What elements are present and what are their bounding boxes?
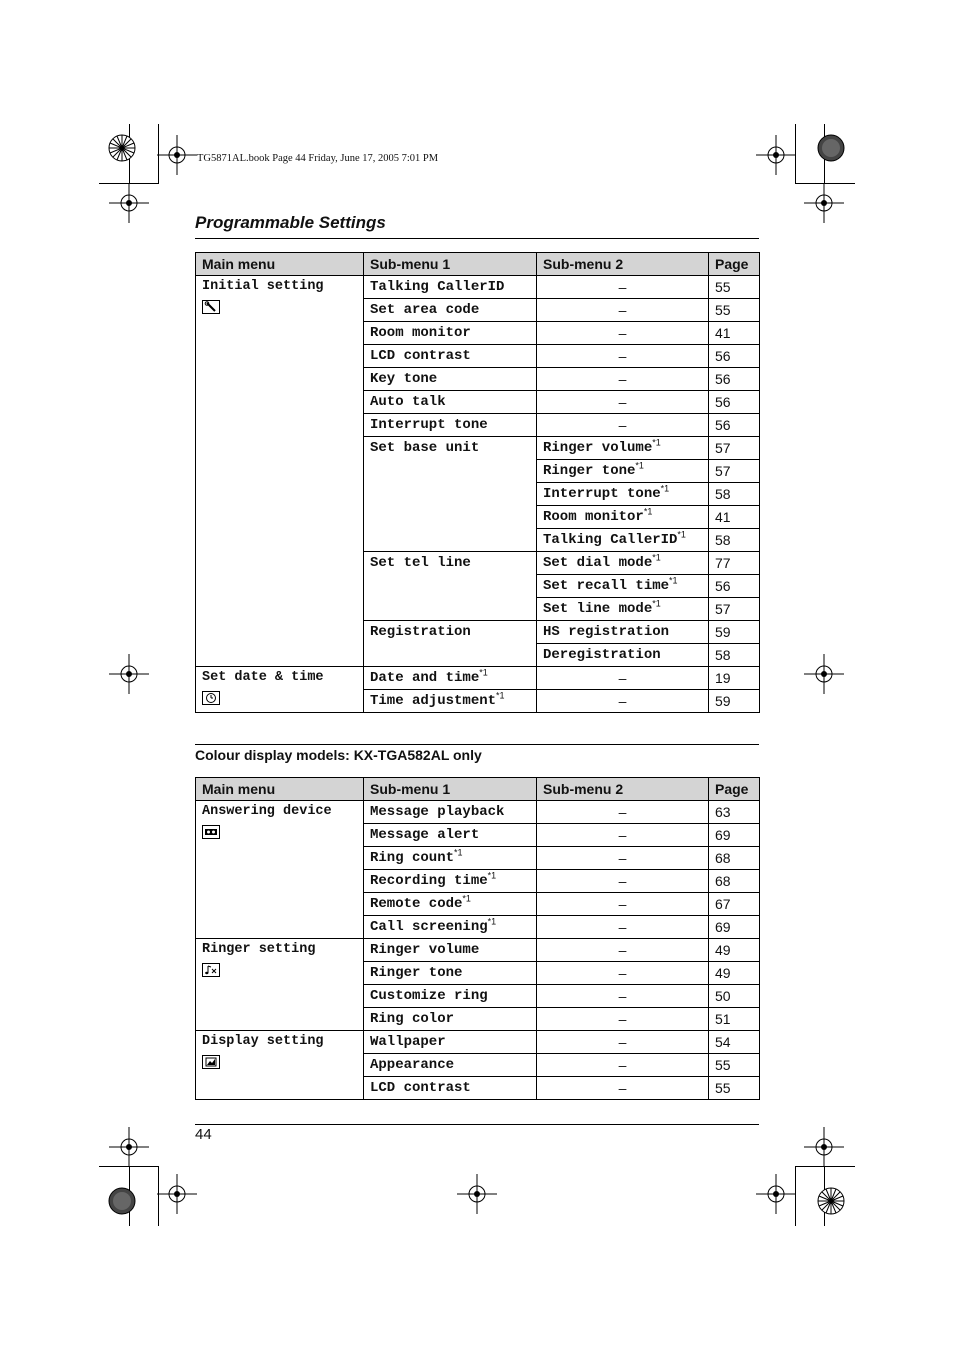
page-cell: 49 bbox=[709, 962, 760, 985]
page-cell: 59 bbox=[709, 621, 760, 644]
crosshair-mark-icon bbox=[756, 1174, 796, 1214]
header-main-menu: Main menu bbox=[196, 778, 364, 801]
wrench-icon bbox=[202, 300, 220, 314]
main-menu-cell bbox=[196, 801, 364, 939]
sub-menu-2-cell: – bbox=[537, 322, 709, 345]
sub-menu-1-cell: Interrupt tone bbox=[364, 414, 537, 437]
page-cell: 58 bbox=[709, 483, 760, 506]
crosshair-mark-icon bbox=[109, 183, 149, 223]
crosshair-mark-icon bbox=[457, 1174, 497, 1214]
sub-menu-1-cell: Appearance bbox=[364, 1054, 537, 1077]
page-cell: 41 bbox=[709, 506, 760, 529]
main-menu-cell bbox=[196, 939, 364, 1031]
sub-menu-2-cell: – bbox=[537, 368, 709, 391]
sub-menu-2-cell bbox=[537, 598, 709, 621]
page-cell: 58 bbox=[709, 529, 760, 552]
sub-menu-2-cell: – bbox=[537, 276, 709, 299]
page-cell: 51 bbox=[709, 1008, 760, 1031]
sub-menu-1-cell: Wallpaper bbox=[364, 1031, 537, 1054]
sub-menu-2-cell: – bbox=[537, 1077, 709, 1100]
page-cell: 58 bbox=[709, 644, 760, 667]
sub-menu-2-cell: – bbox=[537, 667, 709, 690]
sub-menu-2-label: Ringer volume bbox=[543, 440, 653, 456]
page-cell: 68 bbox=[709, 847, 760, 870]
sub-menu-2-cell bbox=[537, 460, 709, 483]
page-cell: 67 bbox=[709, 893, 760, 916]
sub-menu-2-label: Ringer tone bbox=[543, 463, 636, 479]
footnote-mark: *1 bbox=[652, 437, 661, 448]
sub-menu-2-cell: – bbox=[537, 985, 709, 1008]
table-row bbox=[196, 939, 760, 962]
page-cell: 57 bbox=[709, 598, 760, 621]
sub-menu-2-cell: – bbox=[537, 824, 709, 847]
sub-menu-1-cell bbox=[364, 870, 537, 893]
main-menu-label: Set date & time bbox=[202, 670, 324, 685]
sub-menu-1-cell bbox=[364, 690, 537, 713]
sub-menu-2-label: Talking CallerID bbox=[543, 532, 678, 548]
footnote-mark: *1 bbox=[462, 893, 471, 904]
sub-menu-2-label: Room monitor bbox=[543, 509, 644, 525]
sub-menu-2-label: Set dial mode bbox=[543, 555, 653, 571]
page-cell: 77 bbox=[709, 552, 760, 575]
header-sub-menu-2: Sub-menu 2 bbox=[537, 253, 709, 276]
crosshair-mark-icon bbox=[157, 135, 197, 175]
footnote-mark: *1 bbox=[487, 870, 497, 881]
sub-menu-2-label: Interrupt tone bbox=[543, 486, 661, 502]
sub-menu-1-label: Time adjustment bbox=[370, 693, 497, 709]
sub-menu-1-cell: LCD contrast bbox=[364, 1077, 537, 1100]
main-menu-label: Answering device bbox=[202, 804, 332, 819]
tape-icon bbox=[202, 825, 220, 839]
sub-menu-2-label: Set line mode bbox=[543, 601, 653, 617]
section-divider bbox=[195, 744, 759, 745]
sub-menu-1-cell: Set area code bbox=[364, 299, 537, 322]
table-row bbox=[196, 1031, 760, 1054]
settings-table-2 bbox=[195, 777, 760, 1100]
crosshair-mark-icon bbox=[804, 1127, 844, 1167]
sub-menu-2-cell: – bbox=[537, 939, 709, 962]
page-cell: 69 bbox=[709, 824, 760, 847]
crosshair-mark-icon bbox=[157, 1174, 197, 1214]
sub-menu-2-cell: – bbox=[537, 299, 709, 322]
header-main-menu: Main menu bbox=[196, 253, 364, 276]
page-cell: 41 bbox=[709, 322, 760, 345]
sub-menu-1-cell: Message alert bbox=[364, 824, 537, 847]
sub-menu-2-cell: – bbox=[537, 893, 709, 916]
crosshair-mark-icon bbox=[109, 1127, 149, 1167]
table-row bbox=[196, 667, 760, 690]
crosshair-mark-icon bbox=[804, 183, 844, 223]
sub-menu-2-cell: – bbox=[537, 916, 709, 939]
sub-menu-1-cell: Talking CallerID bbox=[364, 276, 537, 299]
sub-menu-2-label: Set recall time bbox=[543, 578, 670, 594]
sub-menu-2-cell: – bbox=[537, 1054, 709, 1077]
table-row bbox=[196, 276, 760, 299]
sub-menu-1-cell: Message playback bbox=[364, 801, 537, 824]
main-menu-cell bbox=[196, 667, 364, 713]
table-header-row bbox=[196, 778, 760, 801]
sub-menu-2-cell: – bbox=[537, 962, 709, 985]
page-cell: 63 bbox=[709, 801, 760, 824]
footnote-mark: *1 bbox=[643, 506, 653, 517]
table-header-row bbox=[196, 253, 760, 276]
footnote-mark: *1 bbox=[669, 575, 678, 586]
registration-sunburst-icon bbox=[108, 134, 136, 162]
footnote-mark: *1 bbox=[652, 598, 661, 609]
footnote-mark: *1 bbox=[635, 460, 644, 471]
footnote-mark: *1 bbox=[652, 552, 661, 563]
footnote-mark: *1 bbox=[479, 667, 488, 678]
page-cell: 49 bbox=[709, 939, 760, 962]
sub-menu-2-cell: – bbox=[537, 870, 709, 893]
page-cell: 57 bbox=[709, 460, 760, 483]
main-menu-label: Initial setting bbox=[202, 279, 324, 294]
footnote-mark: *1 bbox=[496, 690, 505, 701]
main-menu-cell bbox=[196, 1031, 364, 1100]
page-cell: 56 bbox=[709, 414, 760, 437]
sub-menu-2-cell: – bbox=[537, 690, 709, 713]
registration-dot-icon bbox=[817, 134, 845, 162]
page-cell: 68 bbox=[709, 870, 760, 893]
sub-menu-1-cell bbox=[364, 847, 537, 870]
page-cell: 54 bbox=[709, 1031, 760, 1054]
header-sub-menu-2: Sub-menu 2 bbox=[537, 778, 709, 801]
crosshair-mark-icon bbox=[756, 135, 796, 175]
sub-menu-2-cell bbox=[537, 529, 709, 552]
footnote-mark: *1 bbox=[677, 529, 686, 540]
sub-menu-1-label: Date and time bbox=[370, 670, 480, 686]
header-page: Page bbox=[709, 778, 760, 801]
sub-menu-2-cell: Deregistration bbox=[537, 644, 709, 667]
sub-menu-2-cell bbox=[537, 552, 709, 575]
page-cell: 19 bbox=[709, 667, 760, 690]
footnote-mark: *1 bbox=[487, 916, 497, 927]
sub-menu-2-cell bbox=[537, 506, 709, 529]
sub-menu-2-cell: – bbox=[537, 1008, 709, 1031]
page-cell: 55 bbox=[709, 299, 760, 322]
registration-sunburst-icon bbox=[817, 1187, 845, 1215]
page-cell: 55 bbox=[709, 1054, 760, 1077]
page-cell: 57 bbox=[709, 437, 760, 460]
page-cell: 59 bbox=[709, 690, 760, 713]
table-row bbox=[196, 801, 760, 824]
sub-menu-2-cell bbox=[537, 575, 709, 598]
page-cell: 55 bbox=[709, 276, 760, 299]
page-cell: 56 bbox=[709, 368, 760, 391]
section-title: Programmable Settings bbox=[195, 213, 386, 232]
page-number: 44 bbox=[195, 1126, 212, 1143]
page-cell: 55 bbox=[709, 1077, 760, 1100]
display-icon bbox=[202, 1055, 220, 1069]
sub-menu-1-label: Call screening bbox=[370, 919, 488, 935]
page-cell: 56 bbox=[709, 575, 760, 598]
sub-menu-1-cell: Ringer volume bbox=[364, 939, 537, 962]
footnote-mark: *1 bbox=[454, 847, 463, 858]
sub-menu-1-cell: Set base unit bbox=[364, 437, 537, 552]
sub-menu-1-cell: LCD contrast bbox=[364, 345, 537, 368]
sub-menu-1-cell: Customize ring bbox=[364, 985, 537, 1008]
header-page: Page bbox=[709, 253, 760, 276]
page-cell: 56 bbox=[709, 345, 760, 368]
sub-menu-2-cell: – bbox=[537, 1031, 709, 1054]
sub-menu-2-cell bbox=[537, 483, 709, 506]
sub-menu-1-cell: Room monitor bbox=[364, 322, 537, 345]
sub-menu-1-cell: Registration bbox=[364, 621, 537, 667]
sub-menu-1-cell: Ringer tone bbox=[364, 962, 537, 985]
music-note-icon bbox=[202, 963, 220, 977]
clock-icon bbox=[202, 691, 220, 705]
sub-menu-1-label: Ring count bbox=[370, 850, 455, 866]
page-cell: 69 bbox=[709, 916, 760, 939]
header-sub-menu-1: Sub-menu 1 bbox=[364, 253, 537, 276]
sub-menu-2-cell: HS registration bbox=[537, 621, 709, 644]
sub-menu-1-cell bbox=[364, 916, 537, 939]
sub-menu-2-cell: – bbox=[537, 847, 709, 870]
page-cell: 50 bbox=[709, 985, 760, 1008]
sub-menu-2-cell: – bbox=[537, 414, 709, 437]
page-cell: 56 bbox=[709, 391, 760, 414]
sub-menu-2-cell: – bbox=[537, 391, 709, 414]
footer-rule bbox=[195, 1124, 759, 1125]
crosshair-mark-icon bbox=[804, 654, 844, 694]
models-caption: Colour display models: KX-TGA582AL only bbox=[195, 747, 482, 763]
sub-menu-2-cell: – bbox=[537, 345, 709, 368]
book-info: TG5871AL.book Page 44 Friday, June 17, 2005 7:01 PM bbox=[197, 153, 439, 164]
sub-menu-1-cell: Set tel line bbox=[364, 552, 537, 621]
registration-dot-icon bbox=[108, 1187, 136, 1215]
sub-menu-1-label: Recording time bbox=[370, 873, 488, 889]
sub-menu-1-cell: Ring color bbox=[364, 1008, 537, 1031]
sub-menu-1-label: Remote code bbox=[370, 896, 463, 912]
footnote-mark: *1 bbox=[660, 483, 670, 494]
header-sub-menu-1: Sub-menu 1 bbox=[364, 778, 537, 801]
main-menu-label: Ringer setting bbox=[202, 942, 316, 957]
sub-menu-1-cell bbox=[364, 893, 537, 916]
title-rule bbox=[195, 238, 759, 239]
main-menu-label: Display setting bbox=[202, 1034, 324, 1049]
main-menu-cell bbox=[196, 276, 364, 667]
sub-menu-1-cell: Auto talk bbox=[364, 391, 537, 414]
sub-menu-2-cell bbox=[537, 437, 709, 460]
sub-menu-1-cell: Key tone bbox=[364, 368, 537, 391]
settings-table-1 bbox=[195, 252, 760, 713]
sub-menu-2-cell: – bbox=[537, 801, 709, 824]
crosshair-mark-icon bbox=[109, 654, 149, 694]
sub-menu-1-cell bbox=[364, 667, 537, 690]
